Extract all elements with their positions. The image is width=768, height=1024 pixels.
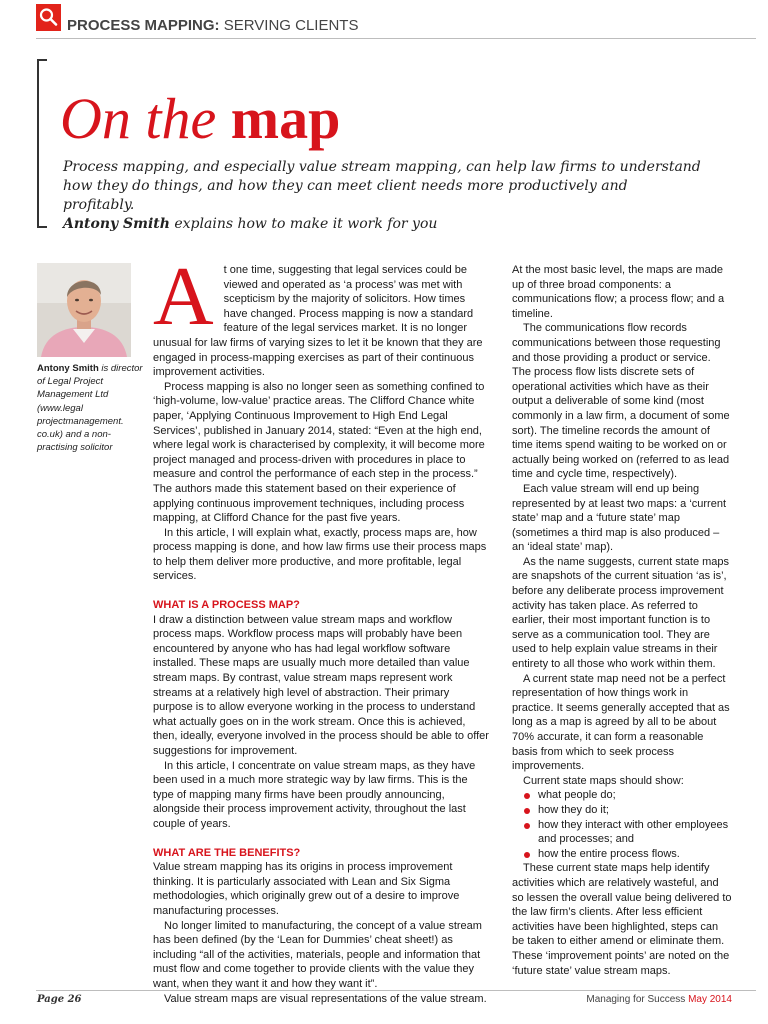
article-paragraph: I draw a distinction between value stream maps and workflow process maps. Workflow process maps will probably have been encountered by anyone who has had legal workflow software installed. These maps are usually much more detailed than value stream maps. By contrast, value stream maps represent work streams at a relatively high level of abstraction. Their primary purpose is to allow everyone working in the process to understand what actually goes on in the work stream. Once this is achieved, then, ideally, everyone involved in the process should be able to offer suggestions for improvement. bbox=[153, 613, 489, 757]
footer-divider bbox=[36, 990, 756, 991]
intro-bracket-bottom bbox=[37, 226, 47, 228]
page-number: Page 26 bbox=[37, 994, 82, 1005]
author-caption bbox=[37, 362, 147, 454]
subheading-benefits: WHAT ARE THE BENEFITS? bbox=[153, 846, 301, 859]
article-paragraph: No longer limited to manufacturing, the concept of a value stream has been defined (by the ‘Lean for Dummies’ cheat sheet!) as including “all of the activities, materials, people and information that must flow and come together to provide clients with the value they want, when they want it and how they want it”. bbox=[153, 919, 482, 990]
list-item: how the entire process flows. bbox=[526, 847, 732, 862]
author-photo bbox=[37, 263, 131, 357]
list-item: how they do it; bbox=[526, 803, 732, 818]
article-column-1 bbox=[153, 250, 489, 1006]
publication-name bbox=[586, 994, 732, 1005]
intro-bracket-top bbox=[37, 59, 47, 61]
title-part-2: map bbox=[230, 86, 341, 151]
standfirst-tail: explains how to make it work for you bbox=[169, 216, 438, 232]
article-paragraph: A current state map need not be a perfect representation of how things work in practice. It seems generally accepted that as long as a map is agreed by all to be about 70% accurate, it can form a reasonable basis from which to seek process improvements. bbox=[512, 672, 730, 773]
article-paragraph: Process mapping is also no longer seen as something confined to ‘high-volume, low-value’ practice areas. The Clifford Chance white paper, ‘Applying Continuous Improvement to High End Legal Services’, published in January 2014, stated: “Even at the high end, where legal work is characterised by complexity, it will become more project managed and process-driven with procedures in place to measure and control the performance of each step in the process.” The authors made this statement based on their experience of applying continuous improvement techniques, including process mapping, at Clifford Chance for the past five years. bbox=[153, 380, 485, 525]
section-name: PROCESS MAPPING: bbox=[67, 17, 220, 34]
title-part-1: On the bbox=[60, 86, 231, 151]
article-paragraph: These current state maps help identify activities which are relatively wasteful, and so lessen the overall value being delivered to the law firm’s clients. After less efficient activities have been highlighted, steps can be taken to either amend or eliminate them. These ‘improvement points’ are noted on the ‘future state’ value stream maps. bbox=[512, 862, 732, 977]
article-paragraph: In this article, I concentrate on value stream maps, as they have been used in a much more strategic way by law firms. This is the type of mapping many firms have been proudly announcing, alongside their process improvement activity, throughout the last couple of years. bbox=[153, 759, 476, 830]
intro-bracket bbox=[37, 59, 39, 228]
standfirst bbox=[63, 158, 703, 234]
standfirst-text: Process mapping, and especially value stream mapping, can help law firms to understand how they do things, and how they can meet client needs more productively and profitably. bbox=[63, 159, 701, 213]
paragraph-text: t one time, suggesting that legal services could be viewed and operated as ‘a process’ was met with scepticism by the majority of solicitors. How times have changed. Process mapping is now a standard feature of the legal services market. It is no longer unusual for law firms of varying sizes to let it be known that they are engaged in process-mapping exercises as part of their continuous improvement activities. bbox=[153, 264, 483, 379]
magnifier-icon bbox=[36, 4, 61, 31]
section-subname: SERVING CLIENTS bbox=[219, 17, 359, 34]
standfirst-author: Antony Smith bbox=[63, 216, 170, 232]
article-paragraph: Each value stream will end up being represented by at least two maps: a ‘current state’ map and a ‘future state’ map (sometimes a third map is also produced – an ‘ideal state’ map). bbox=[512, 482, 726, 554]
article-column-2 bbox=[512, 263, 732, 978]
bullet-list bbox=[512, 788, 732, 861]
issue-date: May 2014 bbox=[688, 994, 732, 1005]
article-paragraph: Value stream mapping has its origins in process improvement thinking. It is particularly associated with Lean and Six Sigma methodologies, which originally grew out of a desire to improve manufacturing processes. bbox=[153, 861, 460, 917]
section-title bbox=[67, 17, 358, 35]
author-name: Antony Smith bbox=[37, 363, 99, 374]
drop-cap: A bbox=[153, 250, 214, 343]
article-paragraph bbox=[153, 250, 489, 380]
page-title bbox=[60, 84, 340, 154]
list-item: what people do; bbox=[526, 788, 732, 803]
subheading-process-map: WHAT IS A PROCESS MAP? bbox=[153, 599, 300, 612]
author-bio: is director of Legal Project Management Ltd (www.legal projectmanagement. co.uk) and a non-practising solicitor bbox=[37, 363, 143, 454]
article-paragraph: In this article, I will explain what, exactly, process maps are, how process mapping is done, and how law firms use their process maps to help them deliver more productive, and more profitable, legal services. bbox=[153, 526, 487, 583]
article-paragraph: As the name suggests, current state maps are snapshots of the current situation ‘as is’, before any deliberate process improvement activity has taken place. As referred to earlier, their most important function is to serve as a communication tool. They are used to help explain value streams in their entirety to all those who work within them. bbox=[512, 555, 730, 671]
article-paragraph: Current state maps should show: bbox=[523, 774, 684, 787]
article-paragraph: The communications flow records communications between those requesting and those providing a product or service. The process flow lists discrete sets of operational activities which have as their output a deliverable of some kind (most commonly in a law firm, a document of some sort). The timeline records the amount of time items spend waiting to be worked on or actually being worked on (referred to as lead time and cycle time, respectively). bbox=[512, 322, 730, 481]
magazine-title: Managing for Success bbox=[586, 994, 689, 1005]
header-divider bbox=[36, 38, 756, 39]
list-item: how they interact with other employees and processes; and bbox=[526, 818, 732, 847]
article-paragraph: At the most basic level, the maps are made up of three broad components: a communications flow; a process flow; and a timeline. bbox=[512, 264, 725, 320]
article-paragraph: Value stream maps are visual representations of the value stream. bbox=[164, 992, 487, 1005]
